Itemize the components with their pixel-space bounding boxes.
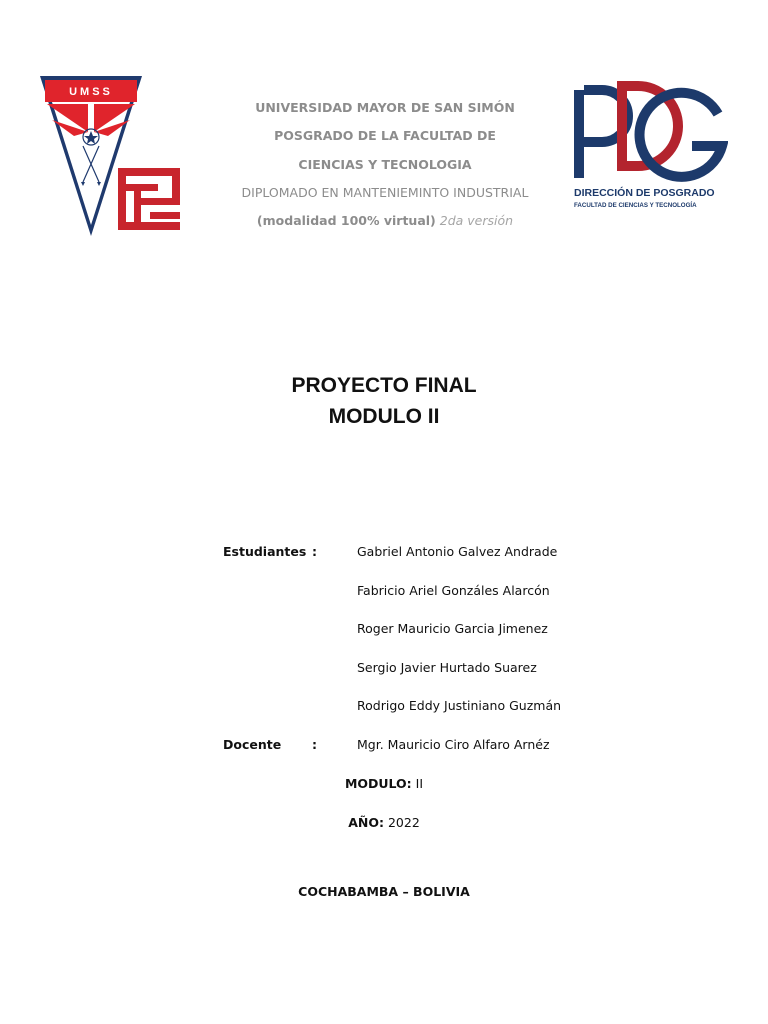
fcyt-logo [118, 168, 180, 230]
student-name: Fabricio Ariel Gonzáles Alarcón [357, 583, 550, 598]
title-line-2: MODULO II [328, 405, 440, 428]
student-name: Gabriel Antonio Galvez Andrade [357, 544, 558, 559]
year-row [0, 814, 768, 832]
module-row [0, 775, 768, 793]
header-text-block [200, 94, 570, 235]
version-text: 2da versión [439, 213, 514, 229]
university-name: UNIVERSIDAD MAYOR DE SAN SIMÓN [255, 100, 515, 115]
modality-text: (modalidad 100% virtual) [256, 213, 436, 229]
teacher-colon: : [312, 737, 317, 752]
year-label: AÑO: [348, 815, 384, 830]
teacher-name: Mgr. Mauricio Ciro Alfaro Arnéz [357, 737, 550, 752]
student-name: Rodrigo Eddy Justiniano Guzmán [357, 698, 562, 713]
faculty-line-1: POSGRADO DE LA FACULTAD DE [274, 128, 496, 144]
faculty-line-2: CIENCIAS Y TECNOLOGIA [298, 156, 472, 172]
document-title [0, 370, 768, 432]
title-line-1: PROYECTO FINAL [291, 374, 477, 397]
umss-logo-text: UMSS [69, 86, 113, 98]
posgrado-logo-title: DIRECCIÓN DE POSGRADO [574, 187, 715, 199]
year-value: 2022 [387, 815, 420, 830]
module-label: MODULO: [344, 776, 412, 791]
program-name: DIPLOMADO EN MANTENIEMINTO INDUSTRIAL [241, 184, 529, 200]
modality-line [200, 207, 570, 235]
footer-city: COCHABAMBA – BOLIVIA [298, 884, 470, 899]
student-name: Roger Mauricio Garcia Jimenez [357, 621, 548, 636]
students-label: Estudiantes [223, 544, 307, 559]
umss-logo [38, 74, 184, 240]
students-colon: : [312, 544, 317, 559]
student-name: Sergio Javier Hurtado Suarez [357, 660, 537, 675]
module-value: II [415, 776, 424, 791]
posgrado-logo-subtitle: FACULTAD DE CIENCIAS Y TECNOLOGÍA [574, 202, 697, 209]
teacher-label: Docente [223, 737, 282, 752]
posgrado-logo [570, 76, 728, 212]
